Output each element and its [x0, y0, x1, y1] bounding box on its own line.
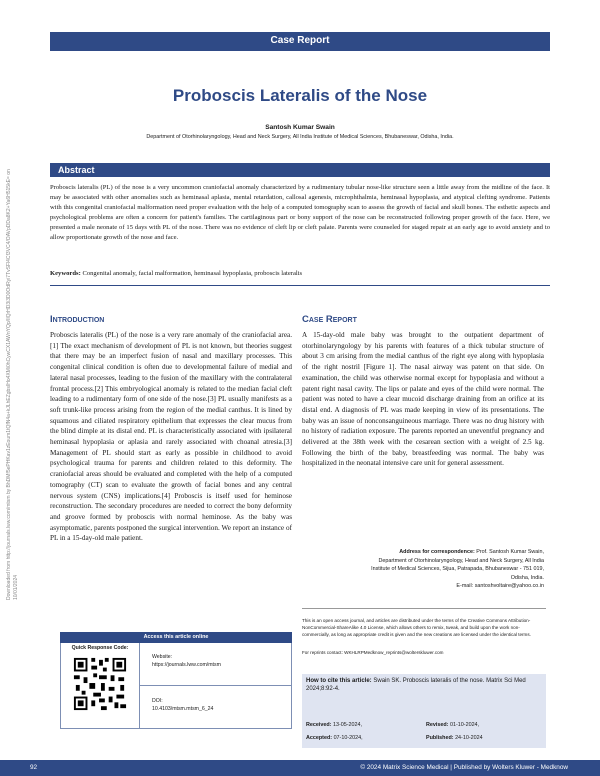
page-footer [0, 760, 600, 776]
keywords-line [50, 269, 550, 279]
footer-copyright: © 2024 Matrix Science Medical | Published by Wolters Kluwer - Medknow [360, 764, 568, 771]
correspondence-line2: Institute of Medical Sciences, Sijua, Patrapada, Bhubaneswar - 751 019, [371, 566, 544, 573]
access-box-heading: Access this article online [60, 632, 292, 643]
reprints-contact: For reprints contact: WKHLRPMedknow_reprints@wolterskluwer.com [302, 650, 444, 655]
keywords-label: Keywords: [50, 270, 81, 277]
published-date: 24-10-2024 [455, 735, 483, 741]
accepted-date: 07-10-2024, [333, 735, 363, 741]
case-report-banner: Case Report [50, 32, 550, 50]
abstract-text: Proboscis lateralis (PL) of the nose is a very uncommon craniofacial anomaly characterized by a rudimentary tubular nose-like structure seen a little away from the midline of the face. It may be associated with other anomalies such as heminasal aplasia, mental retardation, callosal agenesis, microphthalmia, heminasal hypoplasia, and atypical clefting syndrome. Patients with this congenital craniofacial malformation need proper evaluation with the help of a computed tomography scan to assess the growth of facial and skull bones. The esthetic aspects and psychological problems are often a concern for patient's families. The cartilaginous part or bony support of the nose can be reconstructed following proper growth of the face. Here, we presented a male neonate of 15 days with PL of the nose. There was no evidence of cleft lip or cleft palate. Parents were counseled for staged repair at an early age to avoid anxiety and to allow proportionate growth of the nose and face. [50, 184, 550, 241]
license-rule [302, 608, 546, 609]
introduction-heading: Introduction [50, 314, 105, 325]
author-name: Santosh Kumar Swain [265, 124, 335, 131]
citation-box [302, 674, 546, 720]
received-date: 13-05-2024, [332, 722, 363, 728]
case-report-text: A 15-day-old male baby was brought to the outpatient department of otorhinolaryngology by his parents with features of a thick tubular structure of about 3 cm arising from the medial canthus of the right eye along with hypoplasia of the right nostril [Figure 1]. The nasal airway was patent on that side. On examination, the child was otherwise normal except for hypoplasia and without a patent right nasal cavity. The lips or palate and eyes of the child were normal. The patient was noted to have a clear mucoid discharge draining from an orifice at its distal end. A diagnosis of PL was made keeping in view of its presentations. The baby was an issue of nonconsanguineous marriage. There was no drug history with no history of radiation exposure. The parents reported an uneventful pregnancy and delivered at the 38th week with the cesarean section with a weight of 2.5 kg. Following the birth of the baby, breastfeeding was normal. The baby was hospitalized in the neonatal intensive care unit for general assessment. [302, 331, 544, 468]
correspondence-email[interactable]: E-mail: santoshvoltaire@yahoo.co.in [456, 583, 544, 590]
revised-label: Revised: [426, 722, 449, 728]
correspondence-line1: Department of Otorhinolaryngology, Head and Neck Surgery, All India [378, 557, 544, 564]
revised-date: 01-10-2024, [449, 722, 480, 728]
correspondence-label: Address for correspondence: [399, 549, 475, 555]
article-title: Proboscis Lateralis of the Nose [172, 86, 428, 105]
correspondence-block [302, 548, 544, 591]
dates-box [302, 720, 546, 748]
case-report-heading: Case Report [302, 314, 357, 325]
author-affiliation: Department of Otorhinolaryngology, Head and Neck Surgery, All India Institute of Medical Sciences, Bhubaneswar, Odisha, India. [146, 134, 454, 140]
license-text: This is an open access journal, and articles are distributed under the terms of the Creative Commons Attribution-NonCommercial-ShareAlike 4.0 License, which allows others to remix, tweak, and build upon the work non-commercially, as long as appropriate credit is given and the new creations are licensed under the identical terms. [302, 618, 531, 637]
introduction-text: Proboscis lateralis (PL) of the nose is a very rare anomaly of the craniofacial area.[1] The exact mechanism of development of PL is not known, but theories suggest that there may be an imperfect fusion of nasal and maxillary processes. This congenital clinical condition is often due to developmental failure of medial and lateral nasal processes, leading to the fusion of the maxillary with the contralateral frontal process.[2] This embryological anomaly is related to the median facial cleft leading to a rudimentary form of one side of the nose.[3] PL usually manifests as a soft trunk-like process arising from the region of the medial canthus. It is lined by squamous and ciliated respiratory epithelium that expresses the clear mucus from the blind dimple at its distal end. PL is characteristically associated with ipsilateral heminasal hypoplasia or aplasia and rarely associated with choanal atresia.[3] Management of PL should start as early as possible in childhood to avoid psychological trauma for parents and children related to this deformity. The craniofacial areas should be evaluated and completed with the help of a computed tomography (CT) scan to evaluate the growth of facial bones and any central nervous system (CNS) implications.[4] Proboscis is itself used for heminose reconstruction. The secondary procedures are needed to correct the bony deformity and groove formed by proboscis with normal heminose. As the baby was asymptomatic, parents postponed the surgical intervention. We report an instance of PL in a 15-day-old male patient. [50, 331, 292, 543]
abstract-rule [50, 285, 550, 286]
page-number: 92 [30, 764, 38, 771]
doi-label: DOI: [152, 698, 163, 704]
qr-label: Quick Response Code: [71, 645, 129, 651]
accepted-label: Accepted: [306, 735, 333, 741]
correspondence-name: Prof. Santosh Kumar Swain, [476, 549, 544, 555]
abstract-heading: Abstract [50, 163, 550, 177]
received-label: Received: [306, 722, 332, 728]
header-rule [50, 50, 550, 51]
website-label: Website: [152, 654, 173, 660]
citation-label: How to cite this article: [306, 678, 372, 684]
correspondence-line3: Odisha, India. [510, 574, 544, 581]
doi-value[interactable]: 10.4103/mtsm.mtsm_6_24 [152, 706, 214, 712]
website-link[interactable]: https://journals.lww.com/mtsm [152, 662, 221, 668]
download-watermark: Downloaded from http://journals.lww.com/mtsm by BhDMf5ePHKav1zEoum1tQfN4a+kJLhEZgbsIHo4XMi0hCywCX1AWnYQp/IlQrHD3i3D0OdRyi7TvSFl4Cf3VC4/OAVpDDa8K2+Ya6H515kE= on 10/01/2024 [6, 169, 19, 600]
published-label: Published: [426, 735, 454, 741]
citation-text: Swain SK. Proboscis lateralis of the nose. Matrix Sci Med 2024;8:92-4. [306, 678, 526, 693]
keywords-list: Congenital anomaly, facial malformation, heminasal hypoplasia, proboscis lateralis [82, 270, 303, 277]
qr-code-icon[interactable] [72, 656, 128, 712]
